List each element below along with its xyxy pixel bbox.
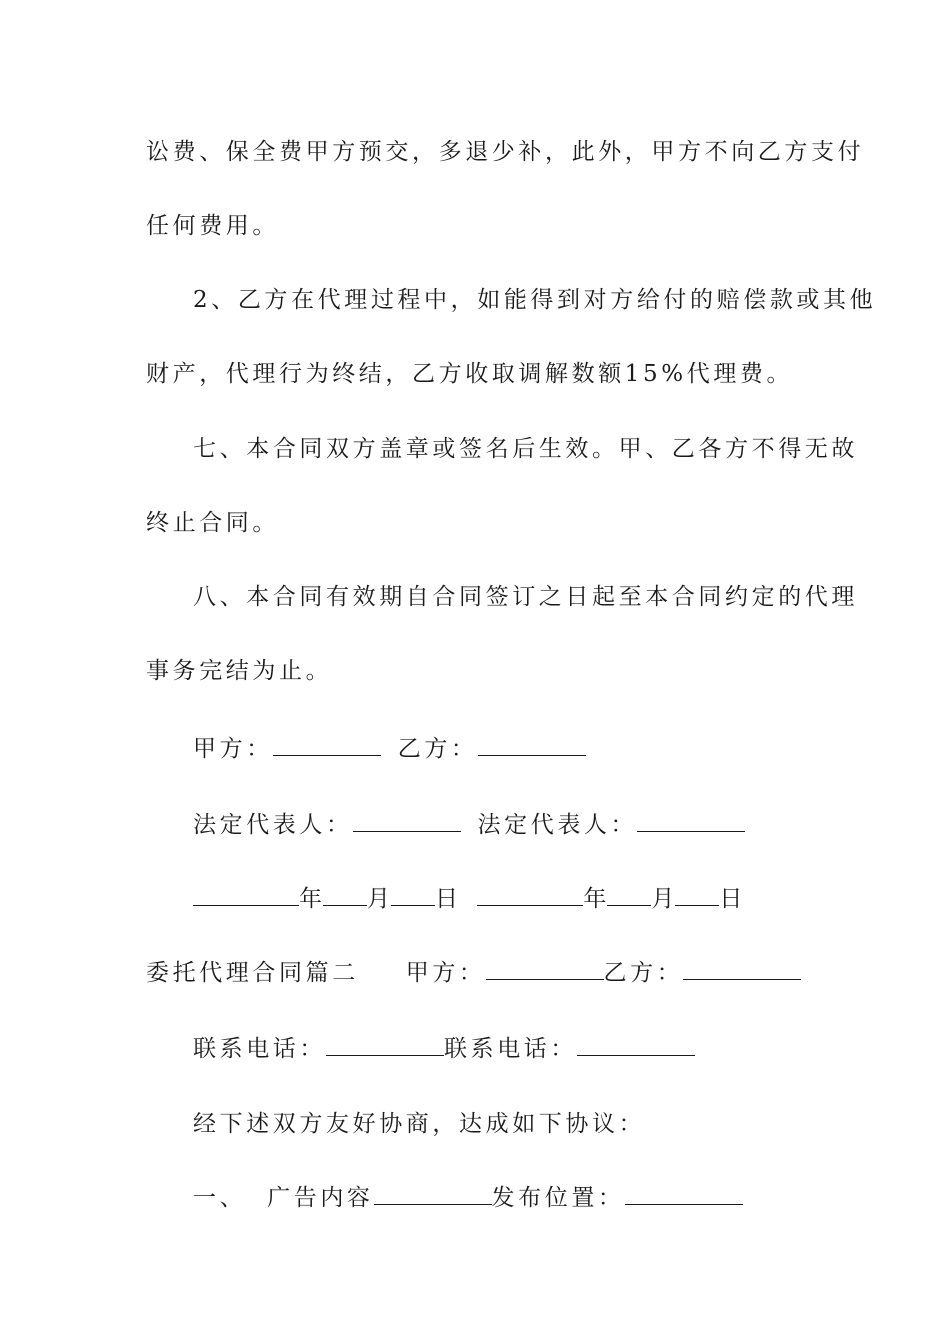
- phone-b-label: 联系电话：: [444, 1036, 577, 1062]
- year-label: 年: [299, 886, 323, 912]
- paragraph-line: 讼费、保全费甲方预交，多退少补，此外，甲方不向乙方支付: [146, 139, 865, 165]
- day-label: 日: [719, 886, 744, 912]
- contract2-party-b-blank[interactable]: [683, 959, 801, 980]
- day-label: 日: [435, 886, 459, 912]
- contract2-party-a-label: 甲方：: [405, 960, 486, 986]
- signature-dates-line: [193, 884, 743, 914]
- signature-parties-line: [193, 734, 586, 764]
- date-b-month-blank[interactable]: [607, 885, 651, 906]
- party-b-blank[interactable]: [478, 735, 586, 756]
- paragraph-line: 财产，代理行为终结，乙方收取调解数额15%代理费。: [146, 361, 794, 387]
- date-a-day-blank[interactable]: [391, 885, 435, 906]
- party-a-blank[interactable]: [273, 735, 381, 756]
- paragraph-line: 任何费用。: [146, 213, 279, 239]
- month-label: 月: [367, 886, 391, 912]
- party-b-label: 乙方：: [397, 736, 478, 762]
- date-b-year-blank[interactable]: [477, 885, 583, 906]
- item1-content-blank[interactable]: [374, 1184, 492, 1205]
- month-label: 月: [651, 886, 676, 912]
- paragraph-line: 八、本合同有效期自合同签订之日起至本合同约定的代理: [193, 584, 858, 610]
- party-a-label: 甲方：: [193, 736, 273, 762]
- rep-a-blank[interactable]: [353, 811, 461, 832]
- agreement-intro: 经下述双方友好协商，达成如下协议：: [193, 1111, 646, 1137]
- item1-position-blank[interactable]: [625, 1184, 743, 1205]
- paragraph-line: 七、本合同双方盖章或签名后生效。甲、乙各方不得无故: [193, 436, 858, 462]
- contract2-title: 委托代理合同篇二: [146, 960, 359, 986]
- contract2-party-a-blank[interactable]: [486, 959, 604, 980]
- date-a-month-blank[interactable]: [323, 885, 367, 906]
- item1-number: 一、: [193, 1185, 247, 1211]
- paragraph-line: 事务完结为止。: [146, 658, 333, 684]
- phone-b-blank[interactable]: [577, 1035, 695, 1056]
- phone-a-label: 联系电话：: [193, 1036, 326, 1062]
- item1-position-label: 发布位置：: [491, 1185, 625, 1211]
- contract2-item1-line: [193, 1183, 743, 1213]
- year-label: 年: [583, 886, 608, 912]
- contract2-phone-line: [193, 1034, 695, 1064]
- signature-reps-line: [193, 810, 745, 840]
- item1-label: 广告内容: [267, 1185, 374, 1211]
- paragraph-line: 终止合同。: [146, 510, 279, 536]
- rep-a-label: 法定代表人：: [193, 812, 353, 838]
- date-a-year-blank[interactable]: [193, 885, 299, 906]
- contract2-title-line: [146, 958, 801, 988]
- rep-b-blank[interactable]: [637, 811, 745, 832]
- rep-b-label: 法定代表人：: [477, 812, 638, 838]
- paragraph-line: 2、乙方在代理过程中，如能得到对方给付的赔偿款或其他: [193, 287, 877, 313]
- phone-a-blank[interactable]: [326, 1035, 444, 1056]
- contract2-party-b-label: 乙方：: [603, 960, 684, 986]
- date-b-day-blank[interactable]: [675, 885, 719, 906]
